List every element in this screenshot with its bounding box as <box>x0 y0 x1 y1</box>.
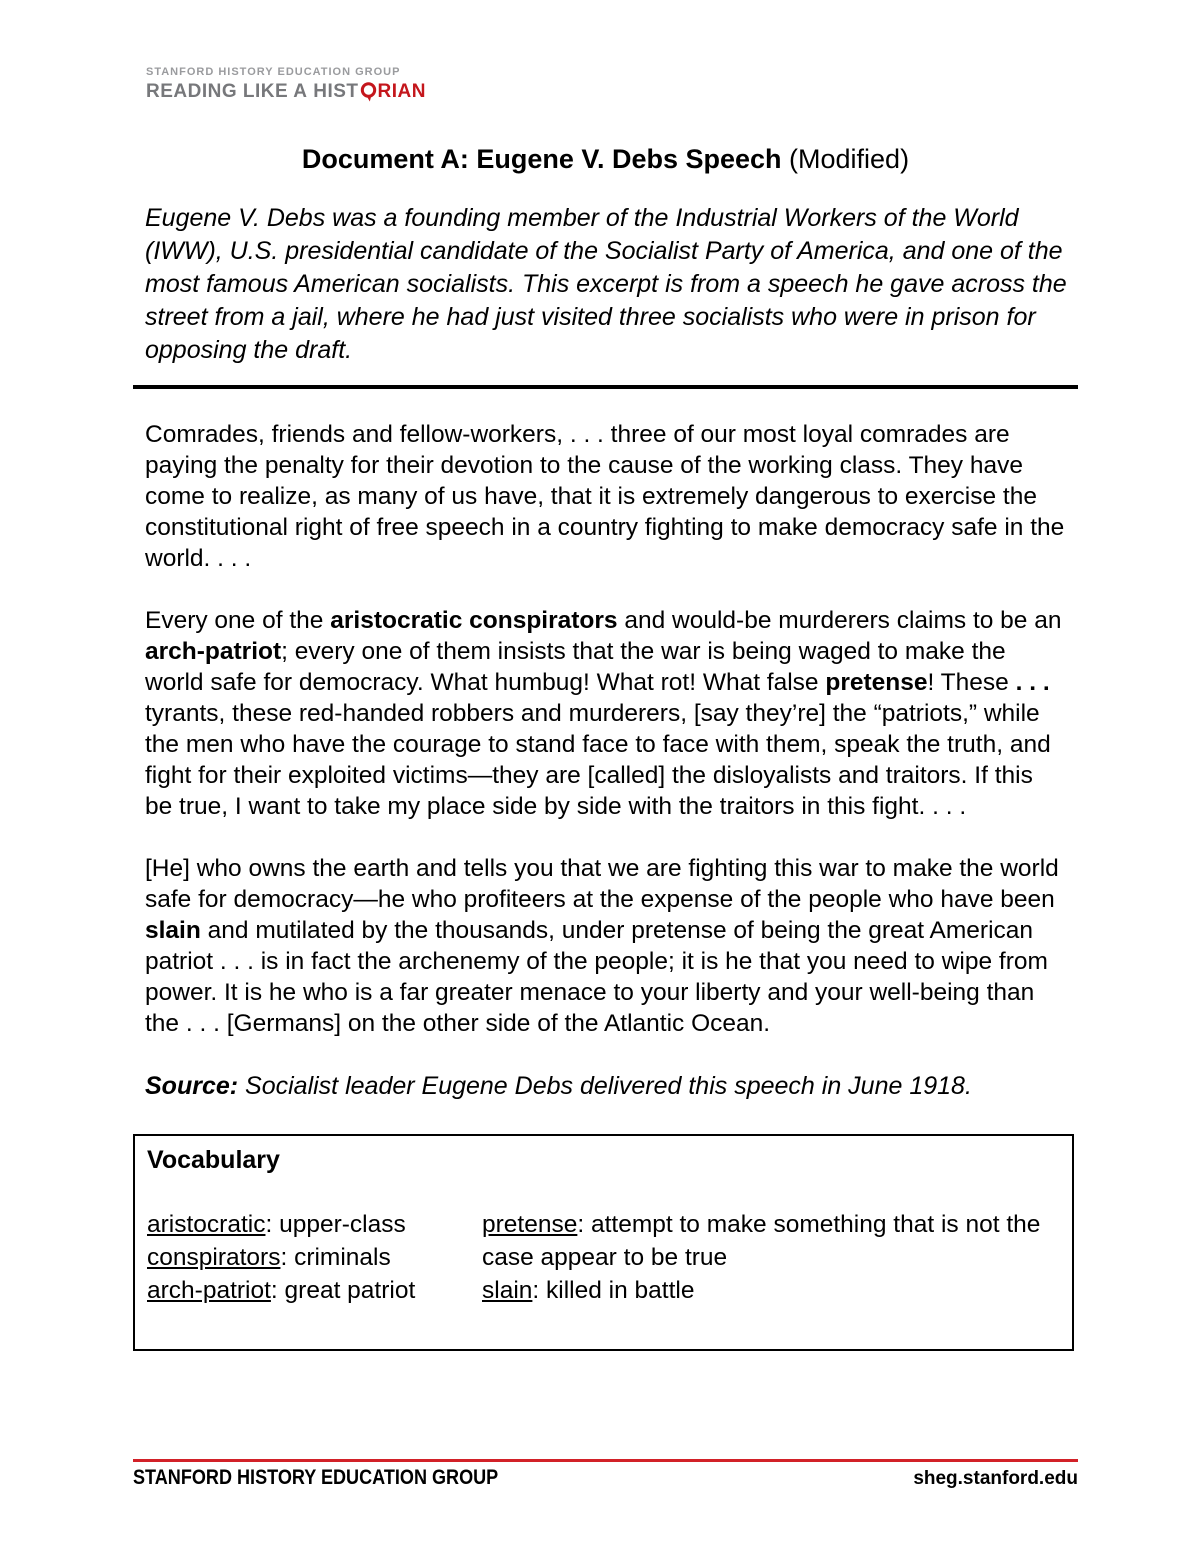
vocab-entry-conspirators <box>147 1241 482 1274</box>
logo-org-name: STANFORD HISTORY EDUCATION GROUP <box>146 66 401 78</box>
vocabulary-box <box>133 1134 1074 1351</box>
footer-rule <box>133 1459 1078 1462</box>
vocab-term: aristocratic <box>147 1211 266 1238</box>
vocab-term: arch-patriot <box>147 1277 271 1304</box>
vocab-term: slain <box>482 1277 533 1304</box>
vocabulary-left-column <box>147 1208 482 1307</box>
vocab-term: pretense <box>482 1211 578 1238</box>
document-content <box>133 0 1078 1351</box>
vocab-definition: : upper-class <box>265 1211 406 1238</box>
speech-paragraph-2: Every one of the aristocratic conspirators and would-be murderers claims to be an arch-patriot; every one of them insists that the war is being waged to make the world safe for democracy. What humbug! What rot! What false pretense! These . . . tyrants, these red-handed robbers and murderers, [say they’re] the “patriots,” while the men who have the courage to stand face to face with them, speak the truth, and fight for their exploited victims—they are [called] the disloyalists and traitors. If this be true, I want to take my place side by side with the traitors in this fight. . . . <box>145 607 1062 820</box>
vocab-definition: : criminals <box>280 1244 391 1271</box>
vocab-definition: : killed in battle <box>532 1277 695 1304</box>
intro-paragraph: Eugene V. Debs was a founding member of the Industrial Workers of the World (IWW), U.S. presidential candidate of the Socialist Party of America, and one of the most famous American socialists. This excerpt is from a speech he gave across the street from a jail, where he had just visited three socialists who were in prison for opposing the draft. <box>145 204 1067 364</box>
speech-paragraph-3: [He] who owns the earth and tells you that we are fighting this war to make the world safe for democracy—he who profiteers at the expense of the people who have been slain and mutilated by the thousands, under pretense of being the great American patriot . . . is in fact the archenemy of the people; it is he that you need to wipe from power. It is he who is a far greater menace to your liberty and your well-being than the . . . [Germans] on the other side of the Atlantic Ocean. <box>145 855 1059 1037</box>
footer-website: sheg.stanford.edu <box>913 1468 1078 1489</box>
document-title-modifier: (Modified) <box>781 144 910 174</box>
vocab-entry-arch-patriot <box>147 1274 482 1307</box>
document-title-main: Document A: Eugene V. Debs Speech <box>301 144 782 174</box>
footer-row <box>133 1466 1078 1490</box>
logo-hist: HIST <box>313 81 359 102</box>
vocabulary-title: Vocabulary <box>147 1146 280 1174</box>
document-title <box>133 142 1078 176</box>
vocabulary-right-column <box>482 1208 1064 1307</box>
footer-org-name: STANFORD HISTORY EDUCATION GROUP <box>133 1466 499 1489</box>
vocab-definition: : attempt to make something that is not the case appear to be true <box>482 1211 1041 1271</box>
vocab-entry-pretense <box>482 1208 1064 1274</box>
speech-body <box>133 419 1078 1039</box>
vocab-entry-aristocratic <box>147 1208 482 1241</box>
vocab-term: conspirators <box>147 1244 281 1271</box>
logo-rian: RIAN <box>377 81 426 102</box>
source-line: Source: Socialist leader Eugene Debs delivered this speech in June 1918. <box>145 1072 972 1100</box>
vocab-definition: : great patriot <box>270 1277 416 1304</box>
section-divider <box>133 385 1078 389</box>
page-footer <box>133 1459 1078 1490</box>
speech-paragraph-1: Comrades, friends and fellow-workers, . . . three of our most loyal comrades are paying the penalty for their devotion to the cause of the working class. They have come to realize, as many of us have, that it is extremely dangerous to exercise the constitutional right of free speech in a country fighting to make democracy safe in the world. . . . <box>145 421 1065 572</box>
vocab-entry-slain <box>482 1274 1064 1307</box>
logo-reading-like-a: READING LIKE A <box>146 81 314 102</box>
vocabulary-columns <box>147 1208 1064 1307</box>
